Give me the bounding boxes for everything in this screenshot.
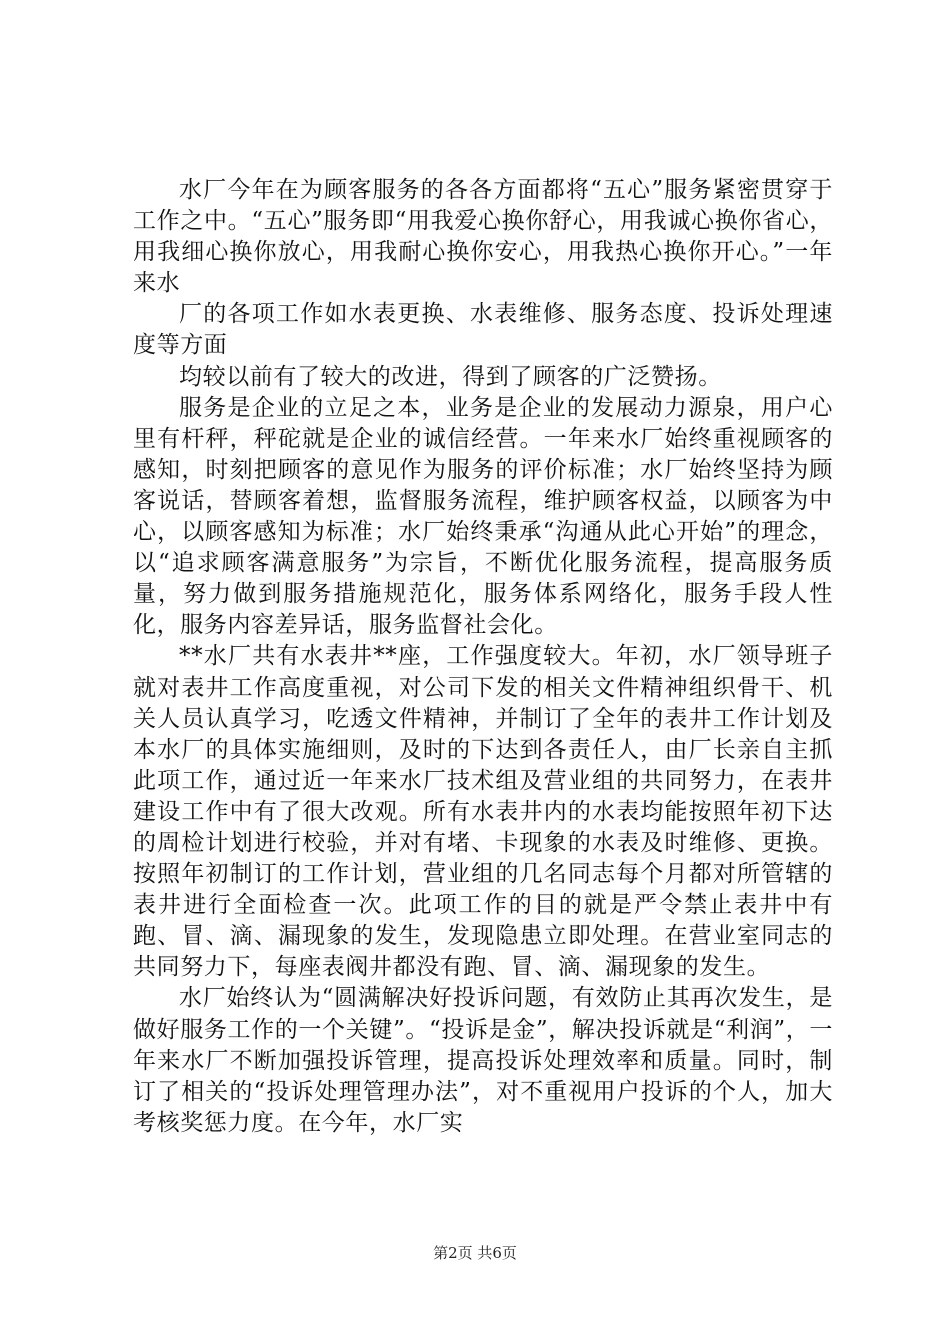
paragraph-complaints: 水厂始终认为“圆满解决好投诉问题，有效防止其再次发生，是做好服务工作的一个关键”。“投诉是金”，解决投诉就是“利润”，一年来水厂不断加强投诉管理，提高投诉处理效率和质量。同时，制订了相关的“投诉处理管理办法”，对不重视用户投诉的个人，加大考核奖惩力度。在今年，水厂实 xyxy=(133,985,833,1136)
paragraph-service-foundation: 服务是企业的立足之本，业务是企业的发展动力源泉，用户心里有杆秤，秤砣就是企业的诚信经营。一年来水厂始终重视顾客的感知，时刻把顾客的意见作为服务的评价标准；水厂始终坚持为顾客说话，替顾客着想，监督服务流程，维护顾客权益，以顾客为中心，以顾客感知为标准；水厂始终秉承“沟通从此心开始”的理念，以“追求顾客满意服务”为宗旨，不断优化服务流程，提高服务质量，努力做到服务措施规范化，服务体系网络化，服务手段人性化，服务内容差异话，服务监督社会化。 xyxy=(133,394,833,639)
body-text xyxy=(133,175,833,1139)
page-number-footer: 第2页 共6页 xyxy=(433,1244,517,1262)
paragraph-five-hearts-service: 水厂今年在为顾客服务的各各方面都将“五心”服务紧密贯穿于工作之中。“五心”服务即“用我爱心换你舒心，用我诚心换你省心，用我细心换你放心，用我耐心换你安心，用我热心换你开心。”一年来水 xyxy=(133,177,833,297)
paragraph-meter-wells: **水厂共有水表井**座，工作强度较大。年初，水厂领导班子就对表井工作高度重视，对公司下发的相关文件精神组织骨干、机关人员认真学习，吃透文件精神，并制订了全年的表井工作计划及本水厂的具体实施细则，及时的下达到各责任人，由厂长亲自主抓此项工作，通过近一年来水厂技术组及营业组的共同努力，在表井建设工作中有了很大改观。所有水表井内的水表均能按照年初下达的周检计划进行校验，并对有堵、卡现象的水表及时维修、更换。按照年初制订的工作计划，营业组的几名同志每个月都对所管辖的表井进行全面检查一次。此项工作的目的就是严令禁止表井中有跑、冒、滴、漏现象的发生，发现隐患立即处理。在营业室同志的共同努力下，每座表阀井都没有跑、冒、滴、漏现象的发生。 xyxy=(133,643,833,981)
paragraph-work-items: 厂的各项工作如水表更换、水表维修、服务态度、投诉处理速度等方面 xyxy=(133,301,833,359)
paragraph-improvement: 均较以前有了较大的改进，得到了顾客的广泛赞扬。 xyxy=(179,363,722,390)
